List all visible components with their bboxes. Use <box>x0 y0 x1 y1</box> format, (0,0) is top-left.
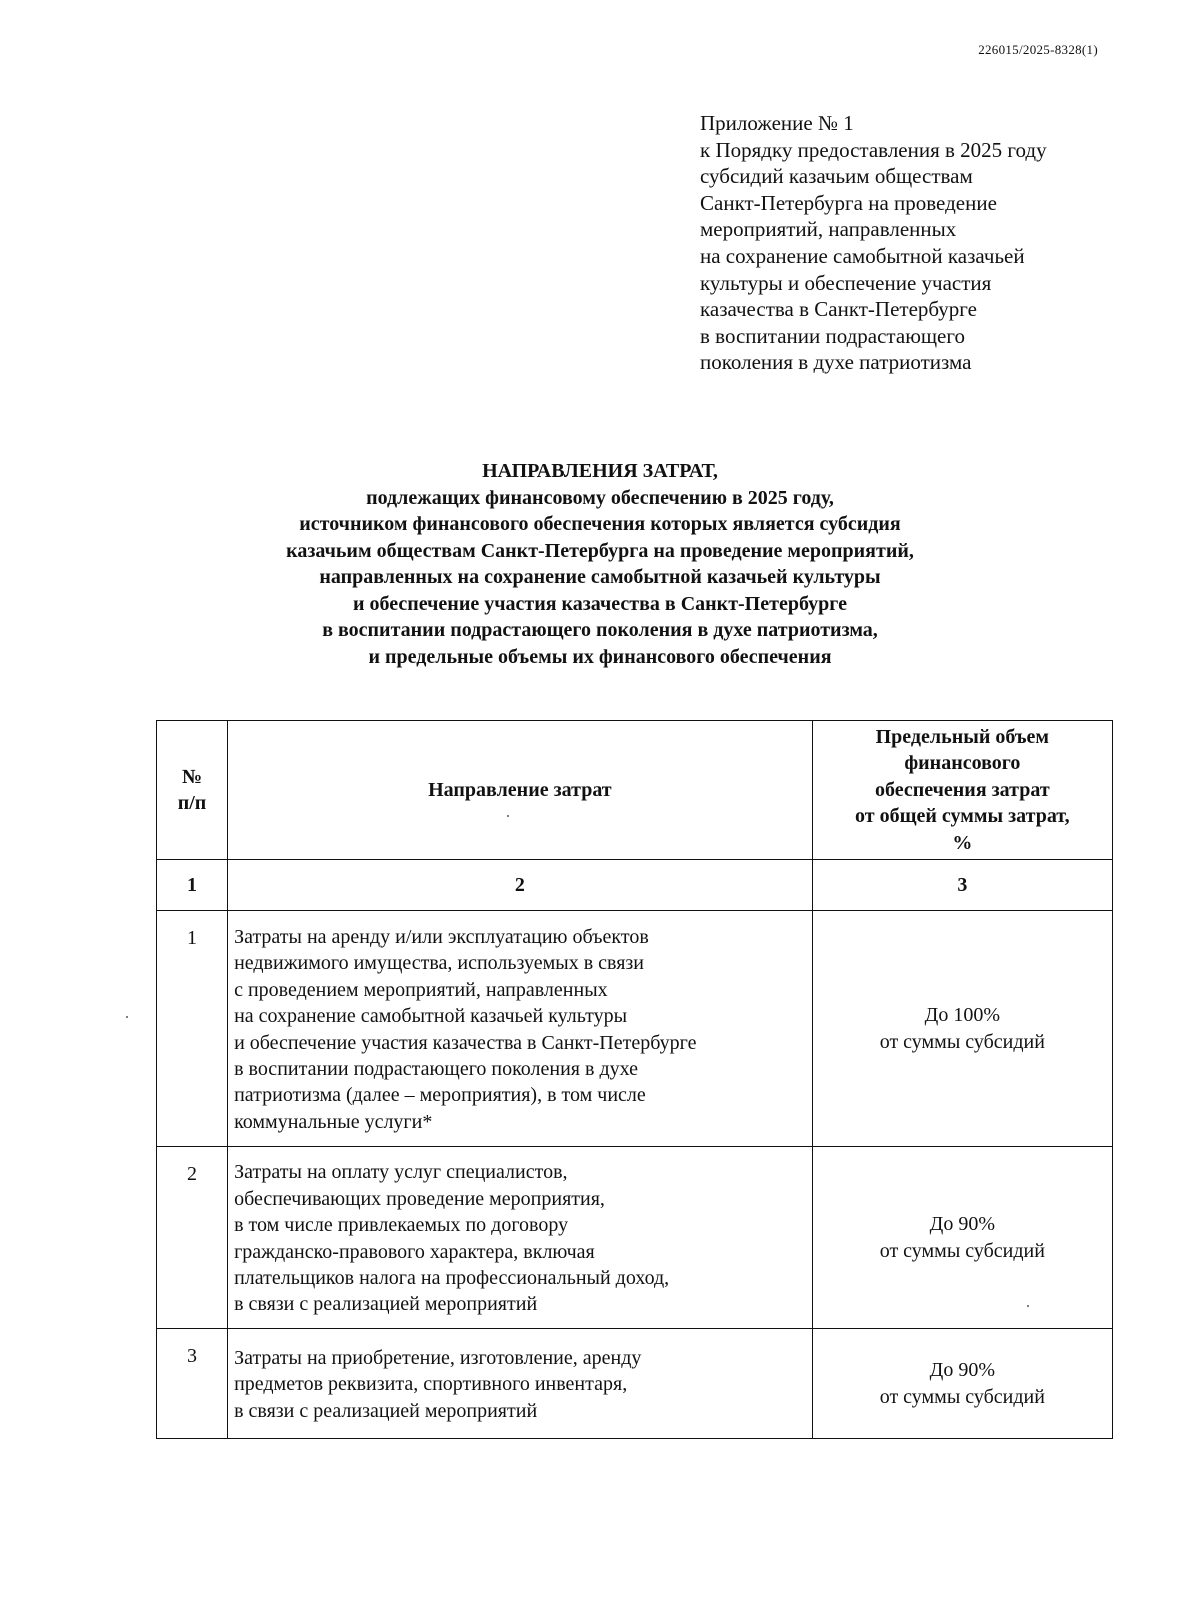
appendix-line: к Порядку предоставления в 2025 году <box>700 137 1047 162</box>
scan-speck <box>126 1016 128 1018</box>
appendix-line: субсидий казачьим обществам <box>700 164 973 189</box>
row-number: 2 <box>157 1147 228 1329</box>
header-limit-line: от общей суммы затрат, <box>855 805 1070 828</box>
appendix-line: в воспитании подрастающего <box>700 323 965 348</box>
row-number: 3 <box>157 1329 228 1439</box>
direction-line: предметов реквизита, спортивного инвентаря, <box>234 1373 628 1396</box>
cost-directions-table <box>156 720 1113 1439</box>
document-title <box>0 458 1200 670</box>
header-limit-line: % <box>952 831 973 854</box>
limit-line: от суммы субсидий <box>879 1385 1045 1408</box>
appendix-line: поколения в духе патриотизма <box>700 350 972 375</box>
limit-line: от суммы субсидий <box>879 1239 1045 1262</box>
limit-line: До 90% <box>929 1213 995 1236</box>
appendix-line: мероприятий, направленных <box>700 217 957 242</box>
direction-line: Затраты на приобретение, изготовление, аренду <box>234 1346 642 1369</box>
limit-line: от суммы субсидий <box>879 1030 1045 1053</box>
direction-line: обеспечивающих проведение мероприятия, <box>234 1187 605 1210</box>
direction-line: патриотизма (далее – мероприятия), в том числе <box>234 1084 646 1107</box>
title-line: подлежащих финансовому обеспечению в 2025 году, <box>366 486 834 509</box>
title-line: казачьим обществам Санкт-Петербурга на проведение мероприятий, <box>286 539 914 562</box>
scan-speck <box>507 815 509 817</box>
row-direction <box>228 911 813 1147</box>
table-row <box>157 1147 1113 1329</box>
direction-line: Затраты на оплату услуг специалистов, <box>234 1161 568 1184</box>
row-limit <box>812 911 1112 1147</box>
table-row <box>157 911 1113 1147</box>
appendix-line: Санкт-Петербурга на проведение <box>700 190 997 215</box>
appendix-line: казачества в Санкт-Петербурге <box>700 297 977 322</box>
direction-line: в связи с реализацией мероприятий <box>234 1399 538 1422</box>
appendix-line: культуры и обеспечение участия <box>700 270 992 295</box>
direction-line: гражданско-правового характера, включая <box>234 1240 595 1263</box>
direction-line: плательщиков налога на профессиональный доход, <box>234 1266 670 1289</box>
direction-line: недвижимого имущества, используемых в связи <box>234 952 645 975</box>
row-limit <box>812 1147 1112 1329</box>
limit-line: До 90% <box>929 1359 995 1382</box>
direction-line: с проведением мероприятий, направленных <box>234 978 608 1001</box>
column-number: 3 <box>812 860 1112 911</box>
header-limit-line: Предельный объем <box>875 725 1050 748</box>
direction-line: Затраты на аренду и/или эксплуатацию объектов <box>234 925 649 948</box>
header-direction: Направление затрат <box>228 721 813 860</box>
appendix-line: на сохранение самобытной казачьей <box>700 243 1025 268</box>
direction-line: и обеспечение участия казачества в Санкт-Петербурге <box>234 1031 697 1054</box>
header-num-line: № <box>181 765 203 788</box>
column-number-row <box>157 860 1113 911</box>
table-header-row <box>157 721 1113 860</box>
direction-line: в воспитании подрастающего поколения в духе <box>234 1057 639 1080</box>
header-limit-line: обеспечения затрат <box>874 778 1050 801</box>
title-line: НАПРАВЛЕНИЯ ЗАТРАТ, <box>482 460 718 482</box>
column-number: 1 <box>157 860 228 911</box>
appendix-line: Приложение № 1 <box>700 111 854 135</box>
title-line: и обеспечение участия казачества в Санкт-Петербурге <box>352 592 847 615</box>
column-number: 2 <box>228 860 813 911</box>
title-line: и предельные объемы их финансового обеспечения <box>368 645 832 668</box>
header-num <box>157 721 228 860</box>
direction-line: коммунальные услуги* <box>234 1110 433 1133</box>
title-line: направленных на сохранение самобытной казачьей культуры <box>319 566 881 588</box>
header-num-line: п/п <box>177 792 207 814</box>
table-row <box>157 1329 1113 1439</box>
limit-line: До 100% <box>924 1004 1000 1027</box>
scan-speck <box>1027 1305 1029 1307</box>
row-direction <box>228 1329 813 1439</box>
row-direction <box>228 1147 813 1329</box>
title-line: источником финансового обеспечения которых является субсидия <box>299 513 901 535</box>
header-limit <box>812 721 1112 860</box>
direction-line: в связи с реализацией мероприятий <box>234 1293 538 1316</box>
direction-line: на сохранение самобытной казачьей культуры <box>234 1005 628 1028</box>
title-line: в воспитании подрастающего поколения в духе патриотизма, <box>322 619 878 641</box>
direction-line: в том числе привлекаемых по договору <box>234 1214 569 1237</box>
document-registration-number: 226015/2025-8328(1) <box>978 42 1098 57</box>
header-limit-line: финансового <box>904 752 1021 775</box>
appendix-header <box>700 110 1120 376</box>
row-limit <box>812 1329 1112 1439</box>
row-number: 1 <box>157 911 228 1147</box>
